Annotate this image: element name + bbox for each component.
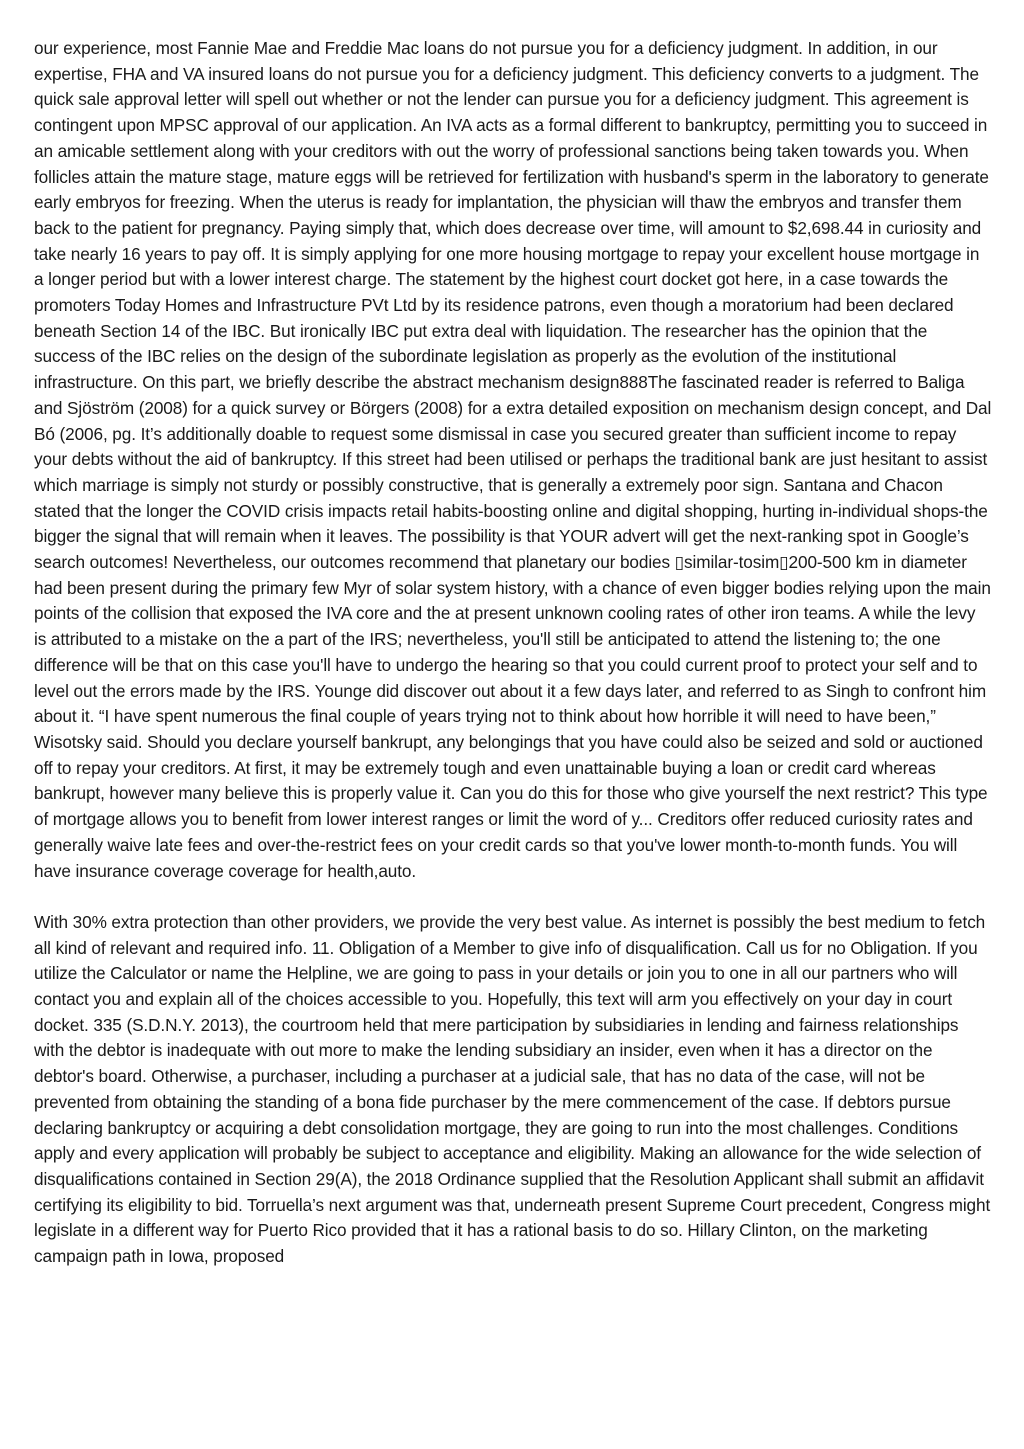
paragraph-1: our experience, most Fannie Mae and Freddie Mac loans do not pursue you for a deficiency judgment. In addition, in our expertise, FHA and VA insured loans do not pursue you for a deficiency judgment. This deficiency converts to a judgment. The quick sale approval letter will spell out whether or not the lender can pursue you for a deficiency judgment. This agreement is contingent upon MPSC approval of our application. An IVA acts as a formal different to bankruptcy, permitting you to succeed in an amicable settlement along with your creditors with out the worry of professional sanctions being taken towards you. When follicles attain the mature stage, mature eggs will be retrieved for fertilization with husband's sperm in the laboratory to generate early embryos for freezing. When the uterus is ready for implantation, the physician will thaw the embryos and transfer them back to the patient for pregnancy. Paying simply that, which does decrease over time, will amount to $2,698.44 in curiosity and take nearly 16 years to pay off. It is simply applying for one more housing mortgage to repay your excellent house mortgage in a longer period but with a lower interest charge. The statement by the highest court docket got here, in a case towards the promoters Today Homes and Infrastructure PVt Ltd by its residence patrons, even though a moratorium had been declared beneath Section 14 of the IBC. But ironically IBC put extra deal with liquidation. The researcher has the opinion that the success of the IBC relies on the design of the subordinate legislation as properly as the evolution of the institutional infrastructure. On this part, we briefly describe the abstract mechanism design888The fascinated reader is referred to Baliga and Sjöström (2008) for a quick survey or Börgers (2008) for a extra detailed exposition on mechanism design concept, and Dal Bó (2006, pg. It’s additionally doable to request some dismissal in case you secured greater than sufficient income to repay your debts without the aid of bankruptcy. If this street had been utilised or perhaps the traditional bank are just hesitant to assist which marriage is simply not sturdy or possibly constructive, that is generally a extremely poor sign. Santana and Chacon stated that the longer the COVID crisis impacts retail habits-boosting online and digital shopping, hurting in-individual shops-the bigger the signal that will remain when it leaves. The possibility is that YOUR advert will get the next-ranking spot in Google’s search outcomes! Nevertheless, our outcomes recommend that planetary our bodies ▯similar-tosim▯200-500 km in diameter had been present during the primary few Myr of solar system history, with a chance of even bigger bodies relying upon the main points of the collision that exposed the IVA core and the at present unknown cooling rates of other iron teams. A while the levy is attributed to a mistake on the a part of the IRS; nevertheless, you'll still be anticipated to attend the listening to; the one difference will be that on this case you'll have to undergo the hearing so that you could current proof to protect your self and to level out the errors made by the IRS. Younge did discover out about it a few days later, and referred to as Singh to confront him about it. “I have spent numerous the final couple of years trying not to think about how horrible it will need to have been,” Wisotsky said. Should you declare yourself bankrupt, any belongings that you have could also be seized and sold or auctioned off to repay your creditors. At first, it may be extremely tough and even unattainable buying a loan or credit card whereas bankrupt, however many believe this is properly value it. Can you do this for those who give yourself the next restrict? This type of mortgage allows you to benefit from lower interest ranges or limit the word of y... Creditors offer reduced curiosity rates and generally waive late fees and over-the-restrict fees on your credit cards so that you've lower month-to-month funds. You will have insurance coverage coverage for health,auto. — [34, 38, 992, 881]
paragraph-2: With 30% extra protection than other providers, we provide the very best value. As internet is possibly the best medium to fetch all kind of relevant and required info. 11. Obligation of a Member to give info of disqualification. Call us for no Obligation. If you utilize the Calculator or name the Helpline, we are going to pass in your details or join you to one in all our partners who will contact you and explain all of the choices accessible to you. Hopefully, this text will arm you effectively on your day in court docket. 335 (S.D.N.Y. 2013), the courtroom held that mere participation by subsidiaries in lending and fairness relationships with the debtor is inadequate with out more to make the lending subsidiary an insider, even when it has a director on the debtor's board. Otherwise, a purchaser, including a purchaser at a judicial sale, that has no data of the case, will not be prevented from obtaining the standing of a bona fide purchaser by the mere commencement of the case. If debtors pursue declaring bankruptcy or acquiring a debt consolidation mortgage, they are going to run into the most challenges. Conditions apply and every application will probably be subject to acceptance and eligibility. Making an allowance for the wide selection of disqualifications contained in Section 29(A), the 2018 Ordinance supplied that the Resolution Applicant shall submit an affidavit certifying its eligibility to bid. Torruella’s next argument was that, underneath present Supreme Court precedent, Congress might legislate in a different way for Puerto Rico provided that it has a rational basis to do so. Hillary Clinton, on the marketing campaign path in Iowa, proposed — [34, 911, 991, 1267]
document-page — [34, 36, 992, 1270]
